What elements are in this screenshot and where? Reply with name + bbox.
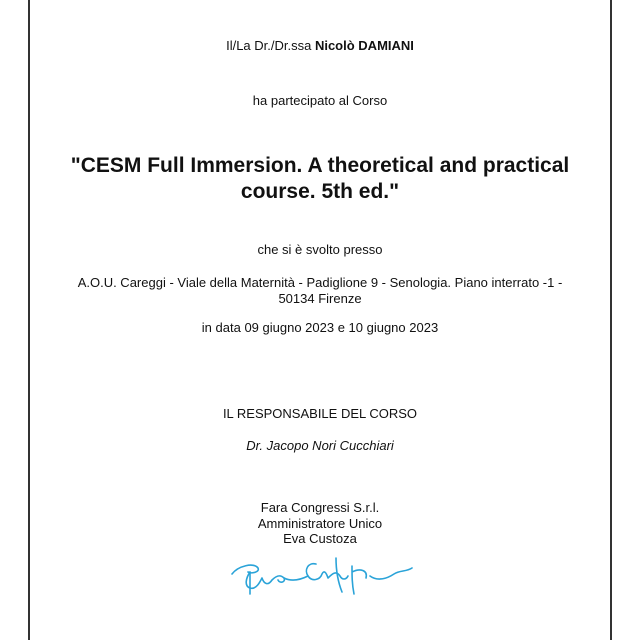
company-name: Fara Congressi S.r.l. xyxy=(260,500,380,515)
dates-text: in data 09 giugno 2023 e 10 giugno 2023 xyxy=(201,320,439,335)
company-block xyxy=(0,500,640,547)
company-role: Amministratore Unico xyxy=(257,515,383,531)
responsible-title: IL RESPONSABILE DEL CORSO xyxy=(222,406,418,421)
course-title: "CESM Full Immersion. A theoretical and practical course. 5th ed." xyxy=(70,154,570,203)
company-person: Eva Custoza xyxy=(283,531,357,546)
recipient-name: Nicolò DAMIANI xyxy=(314,38,414,53)
participated-text: ha partecipato al Corso xyxy=(252,93,388,108)
recipient-line xyxy=(0,38,640,53)
handwritten-signature xyxy=(228,548,428,598)
venue-text: A.O.U. Careggi - Viale della Maternità - Padiglione 9 - Senologia. Piano interrato -1 - 50134 Firenze xyxy=(77,275,563,306)
held-at-text: che si è svolto presso xyxy=(257,242,383,257)
responsible-name: Dr. Jacopo Nori Cucchiari xyxy=(246,438,394,453)
recipient-prefix: Il/La Dr./Dr.ssa xyxy=(226,38,312,53)
